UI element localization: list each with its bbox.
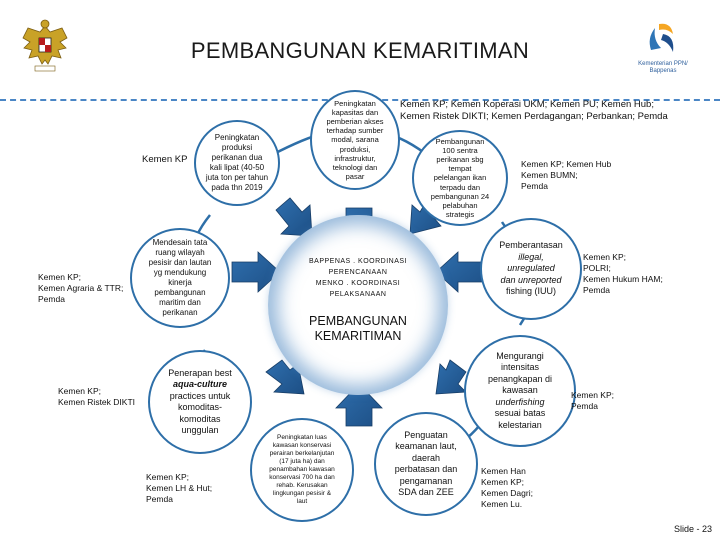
agencies-top: Kemen KP; Kemen Koperasi UKM; Kemen PU; Kemen Hub; Kemen Ristek DIKTI; Kemen Perdagangan; Perbankan; Pemda bbox=[400, 99, 668, 122]
node-iuu-text: Pemberantasan illegal, unregulated dan unreported fishing (IUU) bbox=[499, 240, 563, 297]
coordination-line-2: PERENCANAAN bbox=[328, 269, 388, 276]
node-konservasi bbox=[250, 418, 354, 522]
arrow-from-bottom-right bbox=[436, 360, 466, 394]
coordination-line-1: BAPPENAS . KOORDINASI bbox=[308, 258, 408, 265]
node-produksi bbox=[194, 120, 280, 206]
node-kapasitas bbox=[310, 90, 400, 190]
node-iuu bbox=[480, 218, 582, 320]
agencies-left-low: Kemen KP; Kemen Ristek DIKTI bbox=[58, 386, 135, 407]
agencies-right-low: Kemen KP; Pemda bbox=[571, 390, 614, 411]
bappenas-logo-text-1: Kementerian PPN/ bbox=[638, 61, 688, 67]
agencies-kp: Kemen KP bbox=[142, 154, 188, 165]
agencies-bottom-right: Kemen Han Kemen KP; Kemen Dagri; Kemen Lu. bbox=[481, 466, 533, 509]
center-title-line-2: KEMARITIMAN bbox=[314, 329, 402, 343]
node-konservasi-text: Peningkatan luas kawasan konservasi perairan berkelanjutan (17 juta ha) dan penambahan kawasan konservasi 700 ha dan rehab. Kerusakan lingkungan pesisir & laut bbox=[269, 434, 335, 505]
node-underfishing-text: Mengurangi intensitas penangkapan di kawasan underfishing sesuai batas kelestarian bbox=[487, 350, 553, 430]
node-sentra bbox=[412, 130, 508, 226]
page-title: PEMBANGUNAN KEMARITIMAN bbox=[190, 38, 530, 63]
node-produksi-text: Peningkatan produksi perikanan dua kali lipat (40-50 juta ton per tahun pada thn 2019 bbox=[205, 133, 269, 192]
node-aqua-text: Penerapan best aqua-culture practices untuk komoditas- komoditas unggulan bbox=[168, 367, 232, 435]
node-underfishing bbox=[464, 335, 576, 447]
center-title-line-1: PEMBANGUNAN bbox=[309, 314, 407, 328]
node-kapasitas-text: Peningkatan kapasitas dan pemberian akses terhadap sumber modal, sarana produksi, infrastruktur, teknologi dan pasar bbox=[326, 98, 384, 182]
node-keamanan-text: Penguatan keamanan laut, daerah perbatasan dan pengamanan SDA dan ZEE bbox=[394, 429, 458, 497]
node-sentra-text: Pembangunan 100 sentra perikanan sbg tempat pelelangan ikan terpadu dan pembangunan 24 pelabuhan strategis bbox=[430, 136, 490, 220]
center-title bbox=[309, 314, 407, 344]
node-keamanan bbox=[374, 412, 478, 516]
node-tata-ruang bbox=[130, 228, 230, 328]
agencies-right-top: Kemen KP; Kemen Hub Kemen BUMN; Pemda bbox=[521, 159, 612, 191]
center-circle bbox=[268, 215, 448, 395]
node-tata-ruang-text: Mendesain tata ruang wilayah pesisir dan lautan yg mendukung kinerja pembangunan maritim dan perikanan bbox=[148, 238, 212, 317]
agencies-left-mid: Kemen KP; Kemen Agraria & TTR; Pemda bbox=[38, 272, 124, 304]
agencies-right-mid: Kemen KP; POLRI; Kemen Hukum HAM; Pemda bbox=[583, 252, 663, 295]
slide-number: Slide - 23 bbox=[673, 524, 712, 534]
coordination-text bbox=[309, 256, 407, 300]
coordination-line-3: MENKO . KOORDINASI bbox=[315, 280, 401, 287]
coordination-line-4: PELAKSANAAN bbox=[329, 291, 387, 298]
bappenas-logo-text-2: Bappenas bbox=[649, 68, 677, 74]
node-aqua bbox=[148, 350, 252, 454]
agencies-bottom-left: Kemen KP; Kemen LH & Hut; Pemda bbox=[146, 472, 213, 504]
